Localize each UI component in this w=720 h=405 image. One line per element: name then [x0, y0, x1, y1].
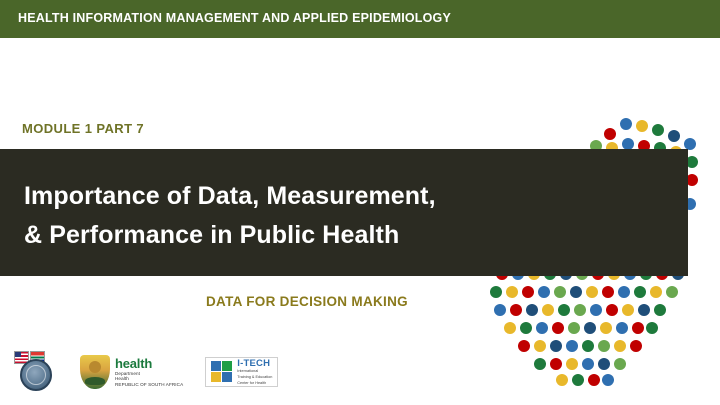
slide-title-line-2: & Performance in Public Health — [24, 221, 400, 249]
module-label: MODULE 1 PART 7 — [22, 121, 145, 136]
pepfar-seal-logo — [14, 351, 58, 393]
department-of-health-logo — [80, 352, 183, 392]
health-logo-line-3: REPUBLIC OF SOUTH AFRICA — [115, 381, 184, 387]
slide-title-line-1: Importance of Data, Measurement, — [24, 182, 436, 210]
itech-logo-line-1: International — [237, 369, 259, 374]
itech-logo-line-2: Training & Education — [237, 374, 273, 379]
south-africa-coat-of-arms-icon — [80, 355, 110, 389]
health-logo-line-2: Health — [115, 376, 129, 382]
itech-logo-title: I-TECH — [237, 357, 271, 369]
itech-logo — [205, 357, 278, 387]
health-logo-line-1: Department — [115, 370, 141, 376]
itech-squares-icon — [211, 361, 233, 383]
itech-logo-line-3: Center for Health — [237, 380, 267, 385]
slide-subtitle: DATA FOR DECISION MAKING — [206, 294, 408, 309]
seal-icon — [20, 359, 52, 391]
title-band — [0, 149, 688, 276]
top-banner — [0, 0, 720, 38]
top-banner-title: HEALTH INFORMATION MANAGEMENT AND APPLIED EPIDEMIOLOGY — [18, 11, 452, 25]
logo-row — [14, 350, 278, 394]
health-logo-title: health — [115, 355, 153, 371]
